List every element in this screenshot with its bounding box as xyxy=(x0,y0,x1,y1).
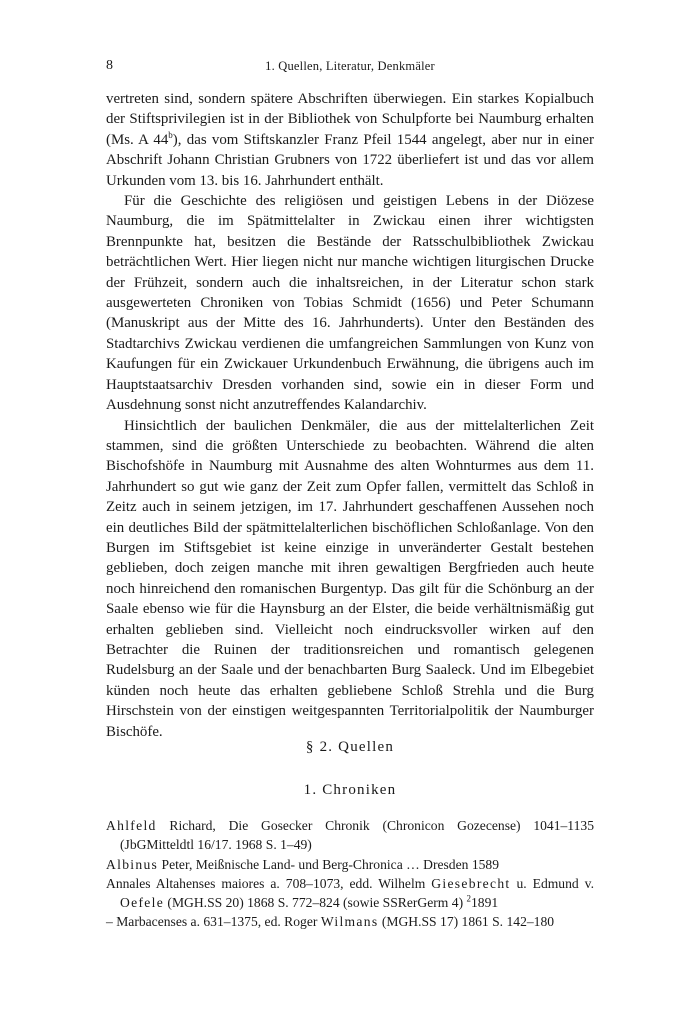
paragraph-1: vertreten sind, sondern spätere Abschriften überwiegen. Ein starkes Kopialbuch der Stiftsprivilegien ist in der Bibliothek von Schulpforte bei Naumburg erhalten (Ms. A 44$^b$), das vom Stiftskanzler Franz Pfeil 1544 angelegt, aber nur in einer Abschrift Johann Christian Grubners von 1722 überliefert ist und das vor allem Urkunden vom 13. bis 16. Jahrhundert enthält. xyxy=(106,91,594,189)
reference-entry-2: Albinus Peter, Meißnische Land- und Berg-Chronica … Dresden 1589 xyxy=(106,856,500,872)
paragraph-3: Hinsichtlich der baulichen Denkmäler, die aus der mittelalterlichen Zeit stammen, sind die größten Unterschiede zu beobachten. Während die alten Bischofshöfe in Naumburg mit Ausnahme des alten Wohnturmes aus dem 11. Jahrhundert so gut wie ganz der Zeit zum Opfer fallen, vermittelt das Schloß in Zeitz auch in seinem jetzigen, im 17. Jahrhundert geschaffenen Aussehen noch ein deutliches Bild der spätmittelalterlichen bischöflichen Schloßanlage. Von den Burgen im Stiftsgebiet ist keine einzige in unveränderter Gestalt bestehen geblieben, doch zeigen manche mit ihren gewaltigen Bergfrieden auch heute noch hinreichend den romanischen Burgentyp. Das gilt für die Schönburg an der Saale ebenso wie für die Haynsburg an der Elster, die beide verhältnismäßig gut erhalten geblieben sind. Vielleicht noch eindrucksvoller wirken auf den Betrachter die Ruinen der traditionsreichen und romantisch gelegenen Rudelsburg an der Saale und der benachbarten Burg Saaleck. Und im Elbegebiet künden noch heute das erhalten gebliebene Schloß Strehla und die Burg Hirschstein von der einstigen weitgespannten Territorialpolitik der Naumburger Bischöfe. xyxy=(106,417,594,740)
reference-entry-4: – Marbacenses a. 631–1375, ed. Roger Wilmans (MGH.SS 17) 1861 S. 142–180 xyxy=(106,914,555,930)
running-title: 1. Quellen, Literatur, Denkmäler xyxy=(265,59,435,73)
reference-list xyxy=(106,816,594,932)
paragraph-2: Für die Geschichte des religiösen und geistigen Lebens in der Diözese Naumburg, die im Spätmittelalter in Zwickau einen ihrer wichtigsten Brennpunkte hat, besitzen die Bestände der Ratsschulbibliothek Zwickau beträchtlichen Wert. Hier liegen nicht nur manche wichtigen liturgischen Drucke der Frühzeit, sondern auch die inhaltsreichen, in der Literatur schon stark ausgewerteten Chroniken von Tobias Schmidt (1656) und Peter Schumann (Manuskript aus der Mitte des 16. Jahrhunderts). Unter den Beständen des Stadtarchivs Zwickau verdienen die umfangreichen Sammlungen von Kunz von Kaufungen für ein Zwickauer Urkundenbuch Erwähnung, die übrigens auch im Hauptstaatsarchiv Dresden vorhanden sind, sowie ein in dieser Form und Ausdehnung sonst nicht anzutreffendes Kalandarchiv. xyxy=(106,193,594,414)
subsection-heading: 1. Chroniken xyxy=(303,782,397,798)
page-number: 8 xyxy=(106,58,113,73)
section-heading: § 2. Quellen xyxy=(305,739,395,755)
reference-entry-1: Ahlfeld Richard, Die Gosecker Chronik (Chronicon Gozecense) 1041–1135 (JbGMitteldtl 16/17. 1968 S. 1–49) xyxy=(106,818,594,853)
body-text xyxy=(106,89,594,742)
running-header xyxy=(106,58,594,76)
reference-entry-3: Annales Altahenses maiores a. 708–1073, edd. Wilhelm Giesebrecht u. Edmund v. Oefele (MGH.SS 20) 1868 S. 772–824 (sowie SSRerGerm 4) $^2$1891 xyxy=(106,875,594,911)
